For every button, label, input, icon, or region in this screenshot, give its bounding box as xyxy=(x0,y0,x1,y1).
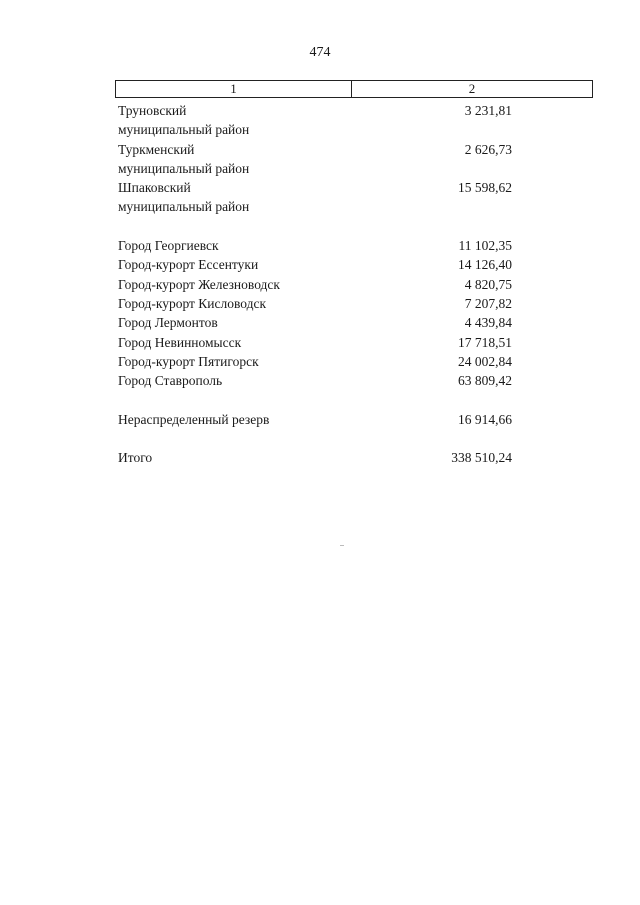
row-value: 11 102,35 xyxy=(458,238,512,254)
row-name: Город-курорт Пятигорск xyxy=(118,353,259,369)
scan-speck xyxy=(340,545,344,546)
row-value: 15 598,62 xyxy=(458,180,512,196)
row-name: Город Невинномысск xyxy=(118,334,242,350)
table-row xyxy=(118,197,518,216)
header-col-2: 2 xyxy=(468,81,476,96)
table-row xyxy=(118,275,518,294)
table-row xyxy=(118,255,518,274)
table-row xyxy=(118,294,518,313)
row-value: 17 718,51 xyxy=(458,334,512,350)
row-value: 24 002,84 xyxy=(458,353,512,369)
row-value: 63 809,42 xyxy=(458,373,512,389)
table-row-total xyxy=(118,448,518,467)
header-col-1: 1 xyxy=(116,81,352,97)
row-name: Труновский xyxy=(118,103,187,118)
page-number: 474 xyxy=(309,45,331,60)
table-row xyxy=(118,178,518,197)
row-name: Город-курорт Кисловодск xyxy=(118,295,267,311)
table-row xyxy=(118,140,518,159)
row-value: 4 820,75 xyxy=(464,276,512,292)
row-value: 16 914,66 xyxy=(458,411,512,427)
table-row-reserve xyxy=(118,410,518,429)
row-name: Нераспределенный резерв xyxy=(118,411,270,427)
row-name: Город Лермонтов xyxy=(118,315,218,331)
row-value: 338 510,24 xyxy=(451,450,512,466)
row-name: муниципальный район xyxy=(118,160,250,176)
row-name: Шпаковский xyxy=(118,180,191,196)
row-value: 3 231,81 xyxy=(464,103,512,118)
table-row xyxy=(118,236,518,255)
table-body xyxy=(118,101,518,468)
row-name: Итого xyxy=(118,450,153,466)
row-name: Город-курорт Ессентуки xyxy=(118,257,259,273)
table-row xyxy=(118,371,518,390)
row-value: 2 626,73 xyxy=(464,141,512,157)
table-row-spacer xyxy=(118,429,518,448)
row-value: 4 439,84 xyxy=(464,315,512,331)
table-row xyxy=(118,120,518,139)
table-header xyxy=(115,80,593,98)
row-name: Город Георгиевск xyxy=(118,238,219,254)
row-value: 14 126,40 xyxy=(458,257,512,273)
table-row xyxy=(118,352,518,371)
table-row xyxy=(118,101,518,120)
table-row xyxy=(118,313,518,332)
table-row-spacer xyxy=(118,390,518,409)
table-row xyxy=(118,333,518,352)
row-name: Туркменский xyxy=(118,141,195,157)
table-row-spacer xyxy=(118,217,518,236)
row-name: Город-курорт Железноводск xyxy=(118,276,280,292)
row-name: муниципальный район xyxy=(118,199,250,215)
table-row xyxy=(118,159,518,178)
row-name: Город Ставрополь xyxy=(118,373,223,389)
row-name: муниципальный район xyxy=(118,122,250,138)
row-value: 7 207,82 xyxy=(464,295,512,311)
